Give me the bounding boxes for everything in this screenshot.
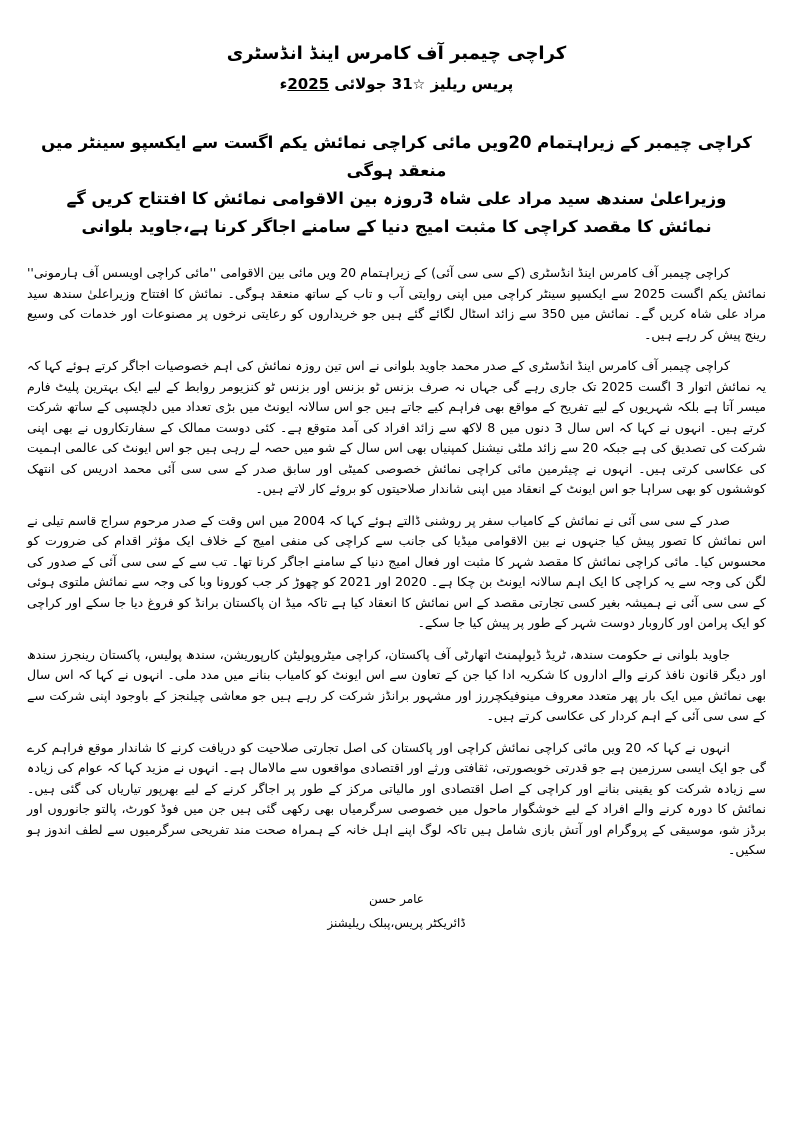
date-month: جولائی [334, 75, 387, 93]
headline-block [27, 129, 766, 241]
document-header [27, 42, 766, 95]
press-release-label: پریس ریلیز [430, 75, 514, 93]
paragraph-2: کراچی چیمبر آف کامرس اینڈ انڈسٹری کے صدر محمد جاوید بلوانی نے اس تین روزہ نمائش کی اہم خصوصیات اجاگر کرتے ہوئے کہا کہ یہ نمائش اتوار 3 اگست 2025 تک جاری رہے گی جہاں نہ صرف بزنس ٹو بزنس اور بزنس ٹو کنزیومر روابط کے لیے ایک بہترین پلیٹ فارم میسر آتا ہے بلکہ شہریوں کے لیے تفریح کے مواقع بھی فراہم کیے جاتے ہیں جو اس سالانہ ایونٹ میں بڑی تعداد میں دلچسپی کے ساتھ شرکت کرتے ہیں۔ انہوں نے کہا کہ اس سال 3 دنوں میں 8 لاکھ سے زائد افراد کی آمد متوقع ہے۔ کئی دوست ممالک کے سفارتکاروں نے بھی اپنی شرکت کی تصدیق کی ہے جبکہ 20 سے زائد ملٹی نیشنل کمپنیاں بھی اس سال کے شو میں حصہ لے رہی ہیں جو اس ایونٹ کی عالمی اہمیت کی عکاسی کرتی ہیں۔ انہوں نے چیئرمین مائی کراچی نمائش خصوصی کمیٹی اور سابق صدر کے سی سی آئی محمد ادریس کی انتھک کوششوں کو بھی سراہا جو اس ایونٹ کے انعقاد میں اپنی شاندار صلاحیتوں کو بروئے کار لاتے ہیں۔ [27, 358, 767, 496]
paragraph-3: صدر کے سی سی آئی نے نمائش کے کامیاب سفر پر روشنی ڈالتے ہوئے کہا کہ 2004 میں اس وقت کے صدر مرحوم سراج قاسم تیلی نے اس نمائش کا تصور پیش کیا جنہوں نے بین الاقوامی میڈیا کی جانب سے کراچی کی منفی امیج کے خلاف ایک مؤثر اقدام کی ضرورت کو محسوس کیا۔ مائی کراچی نمائش کا مقصد شہر کا مثبت اور فعال امیج دنیا کے سامنے اجاگر کرنا تھا۔ تب سے کے سی سی آئی کے صدور کی لگن کی وجہ سے یہ کراچی کا ایک اہم سالانہ ایونٹ بن چکا ہے۔ 2020 اور 2021 کو چھوڑ کر جب کورونا وبا کی وجہ سے نمائش ملتوی ہوئی کے سی سی آئی نے ہمیشہ بغیر کسی تجارتی مقصد کے اس نمائش کا انعقاد کیا ہے تاکہ میڈ ان پاکستان برانڈ کو فروغ دیا جا سکے اور کراچی کو ایک پرامن اور کاروبار دوست شہر کے طور پر پیش کیا جا سکے۔ [27, 512, 766, 630]
paragraph-5: انہوں نے کہا کہ 20 ویں مائی کراچی نمائش کراچی اور پاکستان کی اصل تجارتی صلاحیت کو دریافت کرنے کا شاندار موقع فراہم کرے گی جو ایک ایسی سرزمین ہے جو قدرتی خوبصورتی، ثقافتی ورثے اور اقتصادی مواقعوں سے مالامال ہے۔ انہوں نے مزید کہا کہ عوام کی زیادہ سے زیادہ شرکت کو یقینی بنانے اور کراچی کے اصل اقتصادی اور مالیاتی مرکز کے طور پر اجاگر کرنے کے لیے بھرپور تیاریاں کی گئی ہیں۔ نمائش کا دورہ کرنے والے افراد کے لیے خوشگوار ماحول میں خصوصی سرگرمیاں بھی رکھی گئی ہیں جن میں فوڈ کورٹ، پالتو جانوروں اور برڈز شو، موسیقی کے پروگرام اور آتش بازی شامل ہیں تاکہ لوگ اپنے اہل خانہ کے ہمراہ صحت مند تفریحی سرگرمیوں سے لطف اندوز ہو سکیں۔ [27, 739, 766, 857]
paragraph-1: کراچی چیمبر آف کامرس اینڈ انڈسٹری (کے سی سی آئی) کے زیراہتمام 20 ویں مائی بین الاقوامی ''مائی کراچی اویسس آف ہارمونی'' نمائش یکم اگست 2025 سے ایکسپو سینٹر کراچی میں اپنی روایتی آب و تاب کے ساتھ منعقد ہوگی۔ نمائش کا افتتاح وزیراعلیٰ سندھ سید مراد علی شاہ کریں گے۔ نمائش میں 350 سے زائد اسٹال لگائے گئے ہیں جو خریداروں کو رعایتی نرخوں پر مصنوعات اور خدمات کی وسیع رینج پیش کر رہے ہیں۔ [27, 265, 766, 342]
date-year: 2025 [287, 75, 330, 93]
headline-line-2: وزیراعلیٰ سندھ سید مراد علی شاہ 3روزہ بین الاقوامی نمائش کا افتتاح کریں گے [66, 189, 727, 208]
signature-block [27, 887, 766, 935]
headline-line-1: کراچی چیمبر کے زیراہتمام 20ویں مائی کراچی نمائش یکم اگست سے ایکسپو سینٹر میں منعقد ہوگی [41, 133, 752, 180]
date-day: 31 [391, 75, 413, 93]
headline-line-3: نمائش کا مقصد کراچی کا مثبت امیج دنیا کے سامنے اجاگر کرنا ہے،جاوید بلوانی [81, 217, 712, 236]
signature-title: ڈائریکٹر پریس،پبلک ریلیشنز [327, 915, 466, 930]
date-suffix: ء [279, 75, 288, 93]
signature-name: عامر حسن [369, 891, 424, 906]
star-icon: ☆ [412, 77, 426, 93]
press-release-date-line [27, 74, 766, 95]
organization-title: کراچی چیمبر آف کامرس اینڈ انڈسٹری [226, 43, 567, 64]
body-text-block [27, 263, 766, 861]
paragraph-4: جاوید بلوانی نے حکومت سندھ، ٹریڈ ڈیولپمنٹ اتھارٹی آف پاکستان، کراچی میٹروپولیٹن کارپوریشن، سندھ پولیس، پاکستان رینجرز سندھ اور دیگر قانون نافذ کرنے والے اداروں کا شکریہ ادا کیا جن کے تعاون سے اس ایونٹ کو کامیاب بنانے میں مدد ملی۔ انہوں نے کہا کہ اس سال بھی نمائش میں ایک بار پھر متعدد معروف مینوفیکچررز اور مشہور برانڈز شرکت کر رہے ہیں جو معاشی چیلنجز کے باوجود اپنی شرکت سے کے سی سی آئی کے اہم کردار کی عکاسی کرتے ہیں۔ [27, 646, 766, 723]
